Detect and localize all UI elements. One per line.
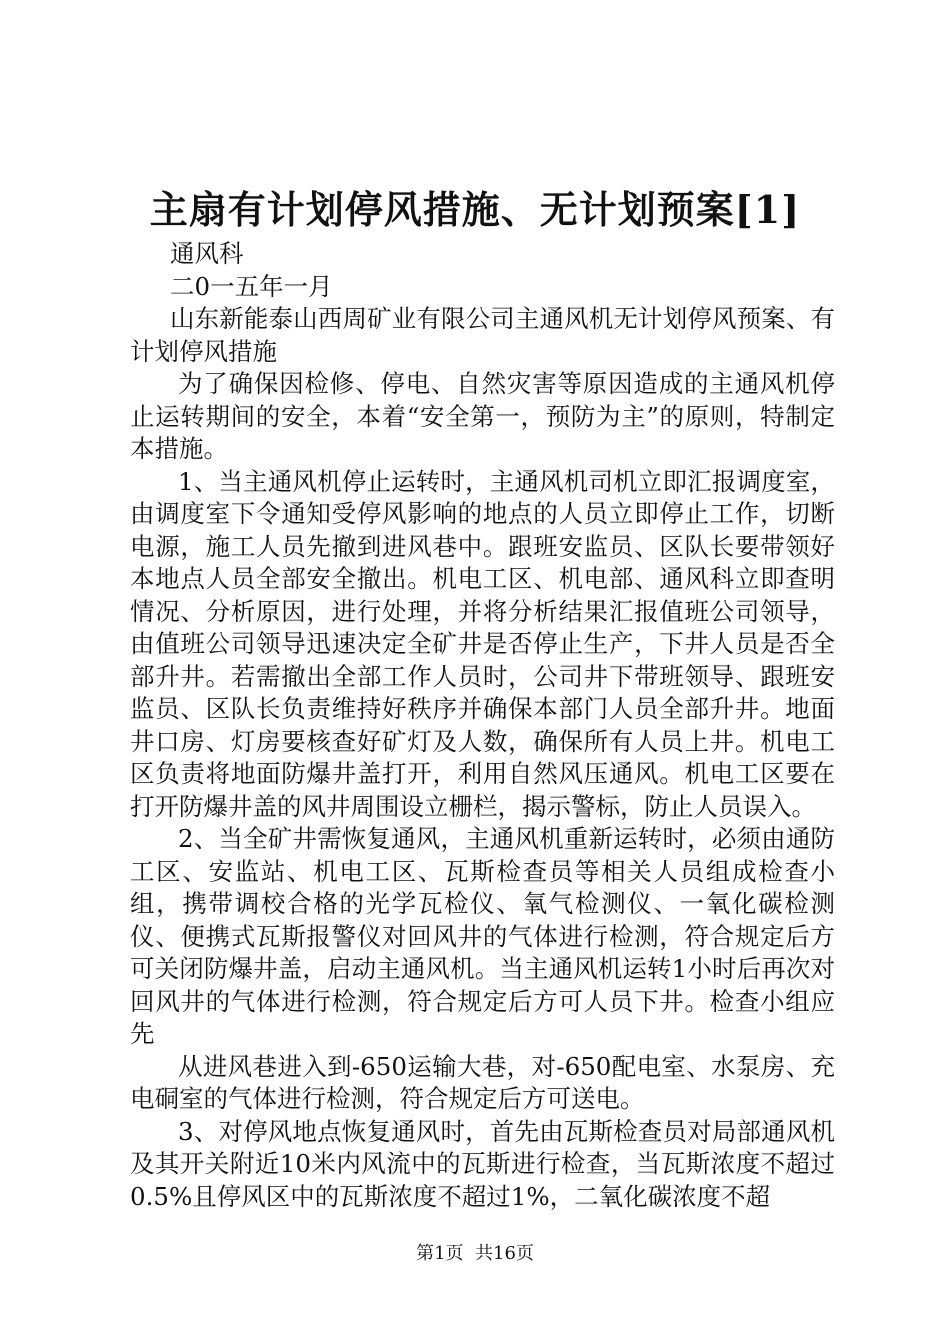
paragraph-item-3: 3、对停风地点恢复通风时，首先由瓦斯检查员对局部通风机及其开关附近10米内风流中的瓦斯进行检查，当瓦斯浓度不超过0.5%且停风区中的瓦斯浓度不超过1%，二氧化碳浓度不超 [130,1116,835,1211]
paragraph-company: 山东新能泰山西周矿业有限公司主通风机无计划停风预案、有计划停风措施 [130,304,835,366]
paragraph-item-1: 1、当主通风机停止运转时，主通风机司机立即汇报调度室，由调度室下令通知受停风影响的地点的人员立即停止工作，切断电源，施工人员先撤到进风巷中。跟班安监员、区队长要带领好本地点人员全部安全撤出。机电工区、机电部、通风科立即查明情况、分析原因，进行处理，并将分析结果汇报值班公司领导，由值班公司领导迅速决定全矿井是否停止生产，下井人员是否全部升井。若需撤出全部工作人员时，公司井下带班领导、跟班安监员、区队长负责维持好秩序并确保本部门人员全部升井。地面井口房、灯房要核查好矿灯及人数，确保所有人员上井。机电工区负责将地面防爆井盖打开，利用自然风压通风。机电工区要在打开防爆井盖的风井周围设立栅栏，揭示警标，防止人员误入。 [130,466,835,821]
paragraph-item-2: 2、当全矿井需恢复通风，主通风机重新运转时，必须由通防工区、安监站、机电工区、瓦斯检查员等相关人员组成检查小组，携带调校合格的光学瓦检仪、氧气检测仪、一氧化碳检测仪、便携式瓦斯报警仪对回风井的气体进行检测，符合规定后方可关闭防爆井盖，启动主通风机。当主通风机运转1小时后再次对回风井的气体进行检测，符合规定后方可人员下井。检查小组应先 [130,824,835,1048]
document-body [130,238,835,1213]
date-line: 二0一五年一月 [170,271,333,301]
department-line: 通风科 [170,239,244,268]
document-title: 主扇有计划停风措施、无计划预案[1] [149,187,801,232]
page-number-footer: 第1页 共16页 [416,1243,534,1264]
paragraph-item-2-continued: 从进风巷进入到-650运输大巷，对-650配电室、水泵房、充电硐室的气体进行检测，符合规定后方可送电。 [130,1051,835,1113]
paragraph-purpose: 为了确保因检修、停电、自然灾害等原因造成的主通风机停止运转期间的安全，本着“安全第一，预防为主”的原则，特制定本措施。 [130,369,835,463]
